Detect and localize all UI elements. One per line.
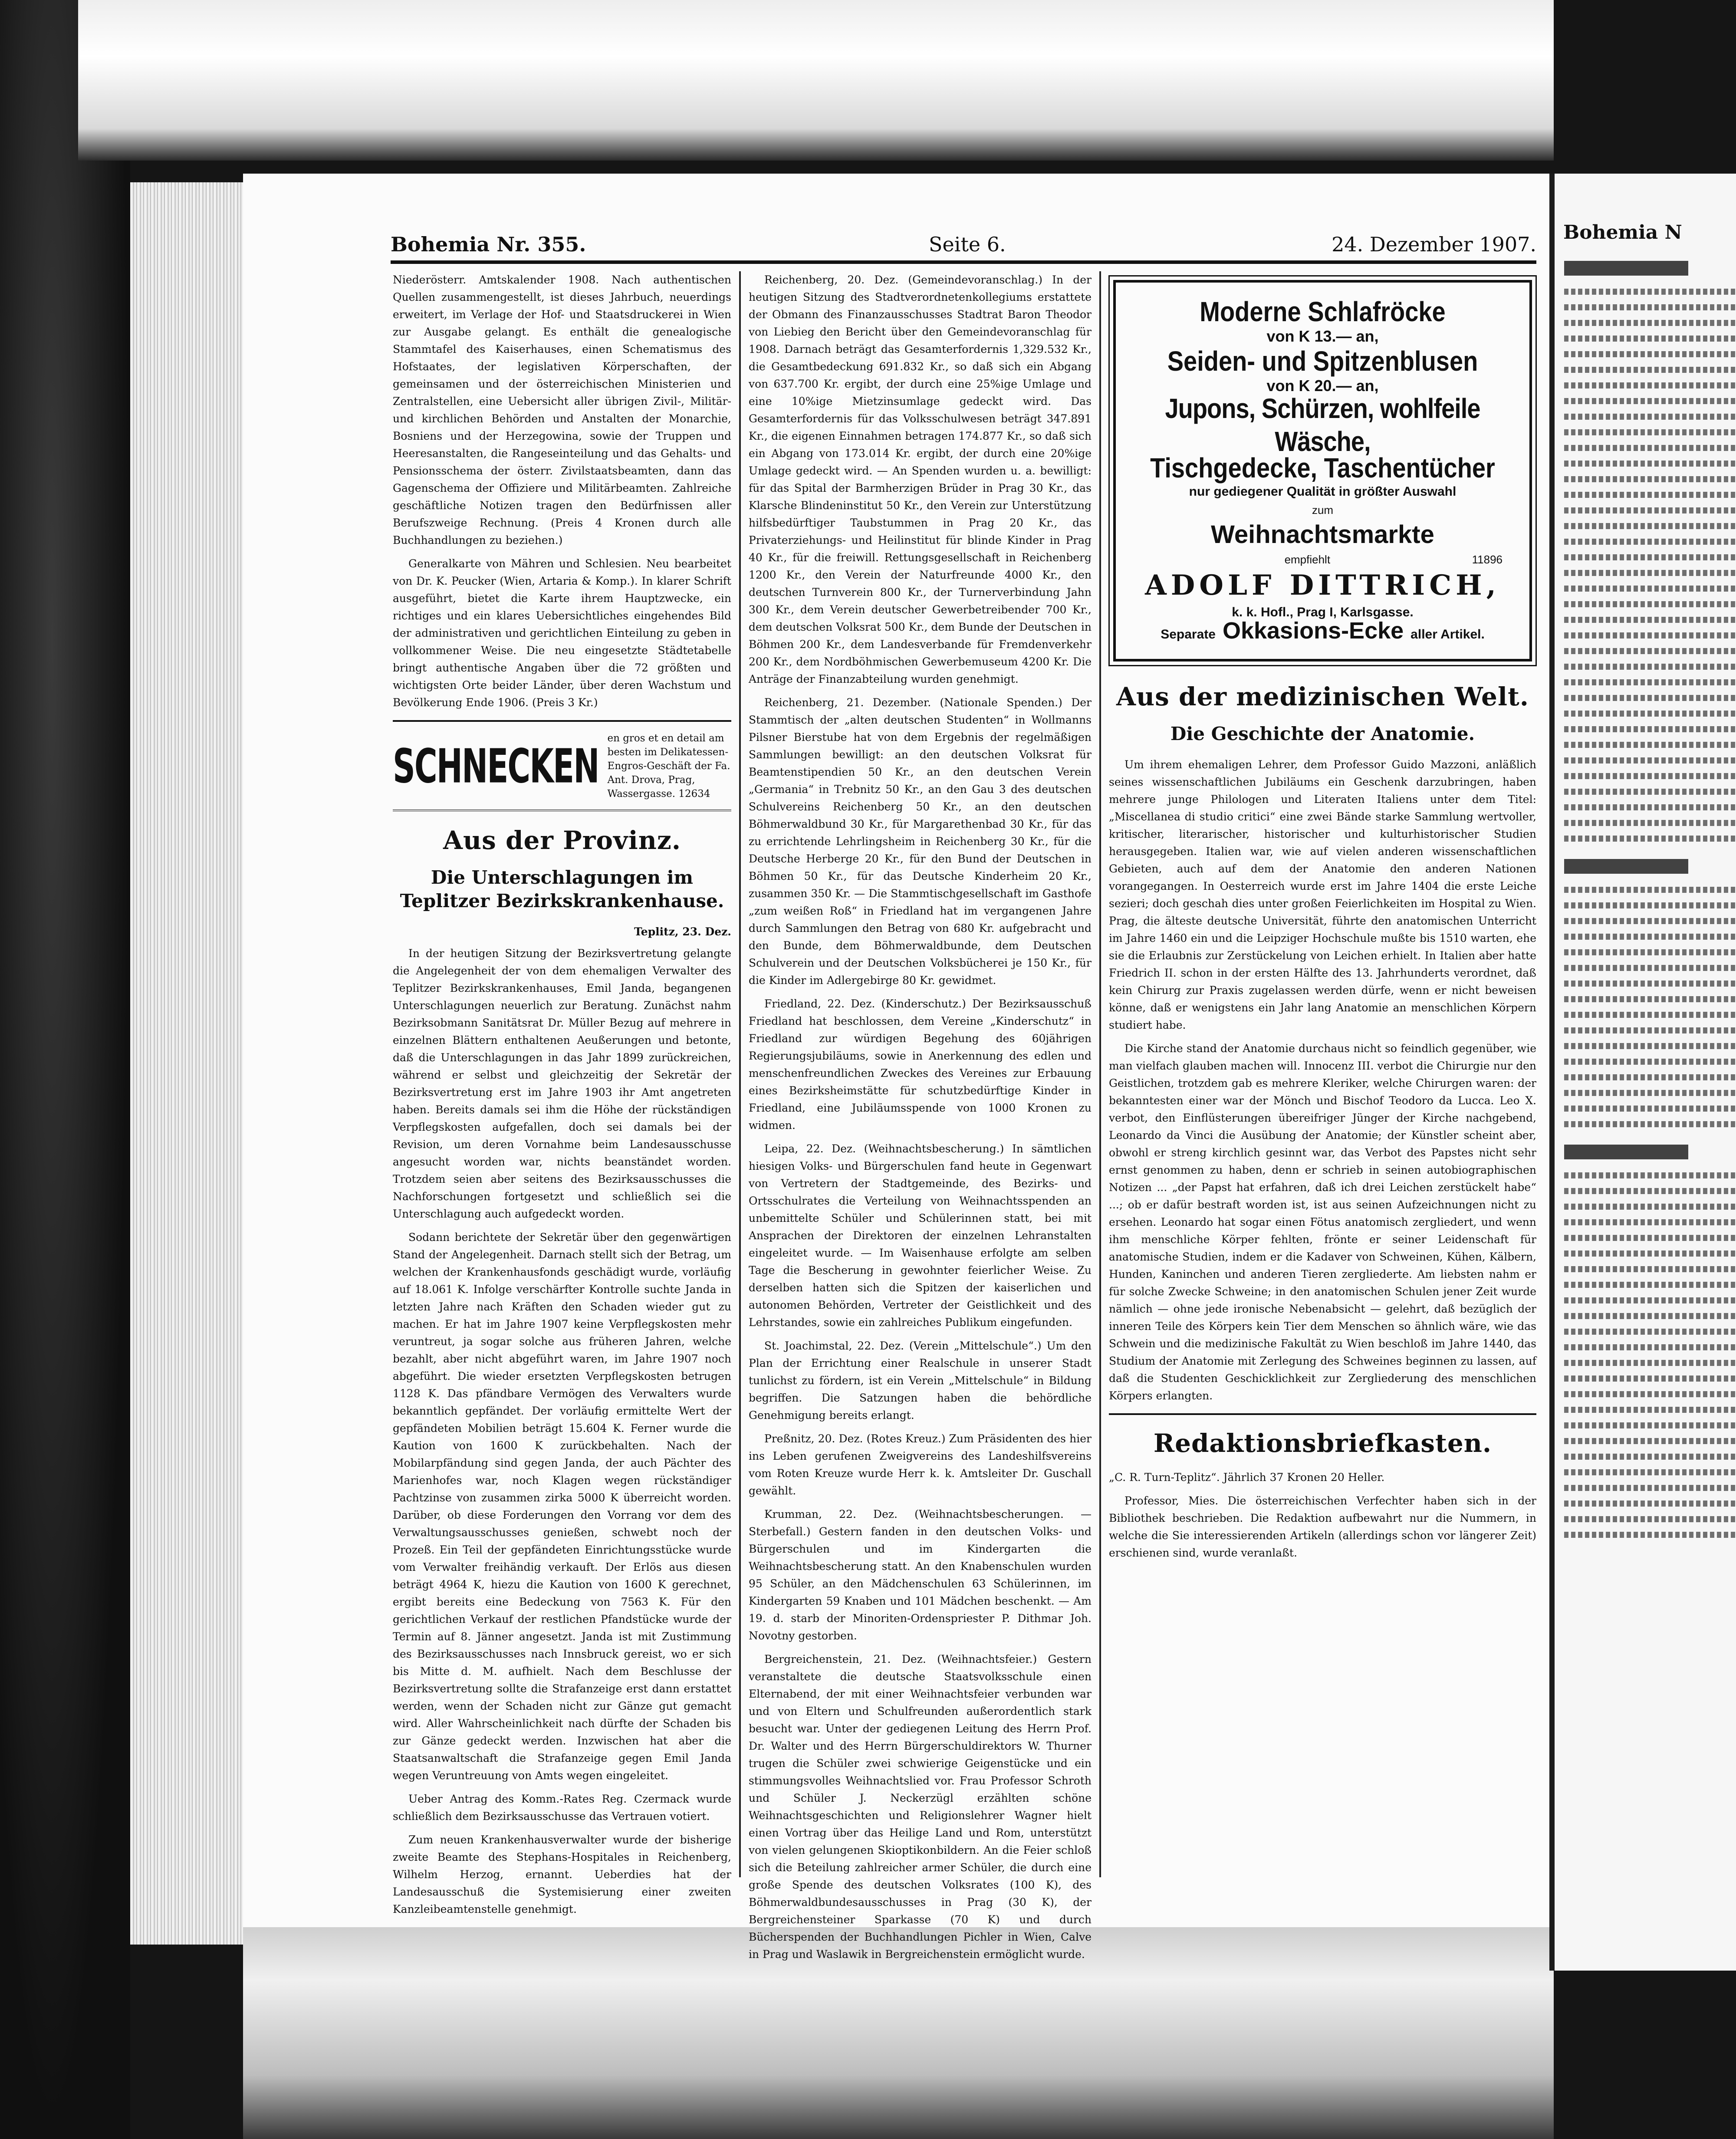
page-number: Seite 6. — [929, 233, 1006, 256]
schnecken-ad-text: en gros et en detail am besten im Delikatessen-Engros-Geschäft der Fa. Ant. Drova, Prag, Wassergasse. 12634 — [607, 733, 730, 800]
adjacent-page-header: Bohemia N — [1563, 221, 1682, 244]
book-page-edges — [130, 182, 256, 1945]
column-2 — [749, 271, 1092, 1969]
ad-line: Moderne Schlafröcke — [1200, 296, 1446, 327]
ad-line: von K 20.— an, — [1266, 377, 1379, 395]
schnecken-ad-title: SCHNECKEN — [393, 739, 599, 793]
scan-top-margin — [78, 0, 1554, 161]
article-title-unterschlagungen: Die Unterschlagungen im Teplitzer Bezirkskrankenhause. — [400, 867, 724, 912]
article-pressnitz: Preßnitz, 20. Dez. (Rotes Kreuz.) Zum Präsidenten des hier ins Leben gerufenen Zweigvereins des Landeshilfsvereins vom Roten Kreuze wurde Herr k. k. Amtsleiter Dr. Guschall gewählt. — [749, 1432, 1092, 1497]
article-reichenberg-spenden: Reichenberg, 21. Dezember. (Nationale Spenden.) Der Stammtisch der „alten deutschen Studenten“ in Wollmanns Pilsner Bierstube hat von dem Ergebnis der regelmäßigen Sammlungen bewilligt: an den deutschen Volksrat für Beamtenstipendien 50 Kr., an den deutschen Verein „Germania“ in Trebnitz 50 Kr., an den Gau 3 des deutschen Schulvereins Reichenberg 50 Kr., an den deutschen Böhmerwaldbund 30 Kr., für Margarethenbad 30 Kr., für das zu errichtende Lehrlingsheim in Reichenberg 30 Kr., für die Deutsche Herberge 20 Kr., für den Bund der Deutschen in Böhmen 50 Kr., für das Deutsche Kinderheim 20 Kr., zusammen 350 Kr. — Die Stammtischgesellschaft im Gasthofe „zum weißen Roß“ in Friedland hat im vergangenen Jahre durch Sammlungen den Betrag von 680 Kr. aufgebracht und den Bunde, dem Böhmerwaldbunde, dem Deutschen Schulverein und der Deutschen Volksbücherei je 150 Kr., für die Kinder im Adlergebirge 80 Kr. gewidmet. — [749, 696, 1092, 987]
divider — [1109, 1413, 1536, 1415]
ad-line: Tischgedecke, Taschentücher — [1150, 452, 1495, 484]
dittrich-advertisement — [1113, 280, 1532, 661]
section-title-briefkasten: Redaktionsbriefkasten. — [1153, 1428, 1492, 1458]
letter-answer: Professor, Mies. Die österreichischen Verfechter haben sich in der Bibliothek beschrieben. Die Redaktion aufbewahrt nur die Nummern, in welche die Sie interessierenden Artikeln (allerdings schon vor längerer Zeit) erschienen sind, wurde veranlaßt. — [1109, 1494, 1536, 1559]
article-paragraph: In der heutigen Sitzung der Bezirksvertretung gelangte die Angelegenheit der von dem ehemaligen Verwalter des Teplitzer Bezirkskrankenhauses, Emil Janda, begangenen Unterschlagungen neuerlich zur Beratung. Zunächst nahm Bezirksobmann Sanitätsrat Dr. Müller Bezug auf mehrere in einzelnen Blättern enthaltenen Aeußerungen und betonte, daß die Unterschlagungen in das Jahr 1899 zurückreichen, während er selbst und gleichzeitig der Sekretär der Bezirksvertretung erst im Jahre 1903 ihr Amt angetreten haben. Bereits damals sei ihm die Höhe der rückständigen Verpflegskosten aufgefallen, doch sei damals bei der Revision, um deren Vornahme beim Landesausschusse angesucht worden war, nichts beanständet worden. Trotzdem seien aber seitens des Bezirksausschusses die Nachforschungen fortgesetzt und schließlich sei die Unterschlagung auch aufgedeckt worden. — [393, 947, 731, 1220]
article-generalkarte: Generalkarte von Mähren und Schlesien. Neu bearbeitet von Dr. K. Peucker (Wien, Artaria & Komp.). In klarer Schrift ausgeführt, bietet die Karte ihrem Hauptzwecke, ein richtiges und ein klares Uebersichtliches eingehendes Bild der administrativen und gerichtlichen Einteilung zu geben in vollkommener Weise. Die neu eingesetzte Städtetabelle bringt authentische Angaben über die 72 größten und wichtigsten Orte beider Länder, über deren Wachstum und Bevölkerung Ende 1906. (Preis 3 Kr.) — [393, 557, 731, 709]
ad-line: zum — [1312, 503, 1334, 517]
column-rule-1 — [739, 271, 741, 1877]
ad-line: Seiden- und Spitzenblusen — [1167, 345, 1478, 377]
page-header — [391, 230, 1536, 264]
letter-answer: „C. R. Turn-Teplitz“. Jährlich 37 Kronen 20 Heller. — [1109, 1471, 1385, 1484]
article-paragraph: Zum neuen Krankenhausverwalter wurde der bisherige zweite Beamte des Stephans-Hospitales in Reichenberg, Wilhelm Herzog, ernannt. Ueberdies hat der Landesausschuß die Systemisierung einer zweiten Kanzleibeamtenstelle genehmigt. — [393, 1833, 731, 1915]
adjacent-page-text — [1555, 261, 1736, 1538]
article-leipa: Leipa, 22. Dez. (Weihnachtsbescherung.) In sämtlichen hiesigen Volks- und Bürgerschulen fand heute in Gegenwart von Vertretern der Stadtgemeinde, des Bezirks- und Ortsschulrates die Verteilung von Weihnachtsspenden an unbemittelte Schüler und Schülerinnen statt, bei mit Ansprachen der Direktoren der einzelnen Lehranstalten eingeleitet wurde. — Im Waisenhause erfolgte am selben Tage die Bescherung in gewohnter feierlicher Weise. Zu derselben hatten sich die Spitzen der kaiserlichen und autonomen Behörden, Vertreter der Geistlichkeit und des Lehrstandes, sowie ein zahlreiches Publikum eingefunden. — [749, 1142, 1092, 1329]
article-joachimstal: St. Joachimstal, 22. Dez. (Verein „Mittelschule“.) Um den Plan der Errichtung einer Realschule in unserer Stadt tunlichst zu fördern, ist ein Verein „Mittelschule“ in Bildung begriffen. Die Satzungen haben die behördliche Genehmigung bereits erlangt. — [749, 1339, 1092, 1422]
adjacent-page-fragment — [1549, 174, 1736, 1971]
section-title-medizin: Aus der medizinischen Welt. — [1116, 682, 1529, 711]
ad-line: Jupons, Schürzen, wohlfeile Wäsche, — [1165, 392, 1480, 457]
schnecken-advertisement — [393, 731, 731, 801]
article-friedland: Friedland, 22. Dez. (Kinderschutz.) Der Bezirksausschuß Friedland hat beschlossen, dem Vereine „Kinderschutz“ in Friedland zur würdigen Begehung des 60jährigen Regierungsjubiläums, sowie in Anerkennung des edlen und menschenfreundlichen Zweckes des Vereines zur Erbauung eines Bezirksheimstätte für schutzbedürftige Kinder in Friedland, eine Jubiläumsspende von 1000 Kronen zu widmen. — [749, 997, 1092, 1132]
article-krumman: Krumman, 22. Dez. (Weihnachtsbescherungen. — Sterbefall.) Gestern fanden in den deutschen Volks- und Bürgerschulen und im Kindergarten die Weihnachtsbescherung statt. An den Knabenschulen wurden 95 Schüler, an den Mädchenschulen 63 Schülerinnen, im Kindergarten 59 Knaben und 101 Mädchen beschenkt. — Am 19. d. starb der Minoriten-Ordenspriester P. Dithmar Joh. Novotny gestorben. — [749, 1508, 1092, 1642]
column-1 — [393, 271, 731, 1924]
ad-line: von K 13.— an, — [1266, 327, 1379, 345]
ad-firm-name: ADOLF DITTRICH, — [1145, 569, 1500, 602]
article-paragraph: Sodann berichtete der Sekretär über den gegenwärtigen Stand der Angelegenheit. Darnach stellt sich der Betrag, um welchen der Krankenhausfonds geschädigt wurde, vorläufig auf 18.061 K. Infolge verschärfter Kontrolle suchte Janda in letzten Jahre nach Kräften den Schaden wieder gut zu machen. Er hat im Jahre 1907 keine Verpflegskosten mehr veruntreut, ja sogar solche aus früheren Jahren, welche bezahlt, aber nicht abgeführt waren, im Jahre 1907 noch abgeführt. Die wieder ersetzten Verpflegskosten betrugen 1128 K. Das pfändbare Vermögen des Verwalters wurde bekanntlich gepfändet. Der vorläufig ermittelte Wert der gepfändeten Mobilien beträgt 15.604 K. Ferner wurde die Kaution von 1600 K zurückbehalten. Nach der Mobilarpfändung sind gegen Janda, der auch Pächter des Marienhofes war, noch Klagen wegen rückständiger Pachtzinse von zusammen zirka 5000 K überreicht worden. Darüber, ob diese Forderungen den Vorrang vor dem des Verwaltungsausschusses genießen, schwebt noch der Prozeß. Ein Teil der gepfändeten Einrichtungsstücke wurde vom Verwalter freihändig verkauft. Der Erlös aus diesen beträgt 4964 K, hiezu die Kaution von 1600 K gerechnet, ergibt bereits eine Bedeckung von 7563 K. Für den gerichtlichen Verkauf der restlichen Pfandstücke wurde der Termin auf 8. Jänner angesetzt. Janda ist mit Zustimmung des Bezirksausschusses nach Innsbruck gereist, wo er sich bis Mitte d. M. aufhielt. Nach dem Beschlusse der Bezirksvertretung sollte die Strafanzeige erst dann erstattet werden, wenn der Schaden nicht zur Gänze gut gemacht wird. Aller Wahrscheinlichkeit nach dürfte der Schaden bis zur Gänze gedeckt werden. Inzwischen hat aber die Staatsanwaltschaft die Strafanzeige gegen Emil Janda wegen Veruntreuung von Amts wegen eingeleitet. — [393, 1231, 731, 1782]
ad-line: Weihnachtsmarkte — [1211, 520, 1434, 549]
article-title-anatomie: Die Geschichte der Anatomie. — [1170, 723, 1475, 744]
dateline: Teplitz, 23. Dez. — [634, 925, 731, 938]
ad-row — [1125, 551, 1520, 568]
article-amtskalender: Niederösterr. Amtskalender 1908. Nach authentischen Quellen zusammengestellt, ist dieses Jahrbuch, neuerdings erweitert, im Verlage der Hof- und Staatsdruckerei in Wien zur Ausgabe gelangt. Es enthält die genealogische Stammtafel des Kaiserhauses, einen Schematismus des Hofstaates, der legislativen Körperschaften, der gemeinsamen und der österreichischen Ministerien und Zentralstellen, eine Uebersicht aller übrigen Zivil-, Militär- und kirchlichen Behörden und Anstalten der Monarchie, Bosniens und der Herzegowina, sowie der Truppen und Heeresanstalten, die Rangeseinteilung und das Gehalts- und Pensionsschema der österr. Zivilstaatsbeamten, dann das Gagenschema der Offiziere und Militärbeamten. Zahlreiche geschäftliche Notizen tragen den Bedürfnissen aller Berufszweige Rechnung. (Preis 4 Kronen durch alle Buchhandlungen zu beziehen.) — [393, 273, 731, 546]
column-rule-2 — [1099, 271, 1101, 1877]
article-reichenberg-voranschlag: Reichenberg, 20. Dez. (Gemeindevoranschlag.) In der heutigen Sitzung des Stadtverordnetenkollegiums erstattete der Obmann des Finanzausschusses Stadtrat Baron Theodor von Liebieg den Bericht über den Gemeindevoranschlag für 1908. Darnach beträgt das Gesamterfordernis 1,329.532 Kr., die Gesamtbedeckung 691.832 Kr., so daß sich ein Abgang von 637.700 Kr. ergibt, der durch eine 25%ige Umlage und eine 10%ige Mietzinsumlage gedeckt wird. Das Gesamterfordernis für das Volksschulwesen beträgt 347.891 Kr., die eigenen Einnahmen betragen 174.877 Kr., so daß sich ein Abgang von 173.014 Kr. ergibt, der durch eine 20%ige Umlage gedeckt wird. — An Spenden wurden u. a. bewilligt: für das Spital der Barmherzigen Brüder in Prag 30 Kr., das Klarsche Blindeninstitut 50 Kr., den Verein zur Unterstützung hilfsbedürftiger Taubstummen in Prag 20 Kr., das Privaterziehungs- und Heilinstitut für blinde Kinder in Prag 40 Kr., für die freiwill. Rettungsgesellschaft in Reichenberg 1200 Kr., den Verein der Naturfreunde 4000 Kr., den deutschen Turnverein 800 Kr., der Turnerverbindung Jahn 300 Kr., dem Verein deutscher Gewerbetreibender 700 Kr., dem deutschen Volksrat 500 Kr., dem Bunde der Deutschen in Böhmen 200 Kr., dem Landesverbande für Fremdenverkehr 200 Kr., dem Nordböhmischen Gewerbemuseum 4200 Kr. Die Anträge der Finanzabteilung wurden genehmigt. — [749, 273, 1092, 685]
issue-date: 24. Dezember 1907. — [1332, 233, 1536, 256]
article-bergreichenstein: Bergreichenstein, 21. Dez. (Weihnachtsfeier.) Gestern veranstaltete die deutsche Staatsvolksschule einen Elternabend, der mit einer Weihnachtsfeier verbunden war und von Eltern und Schulfreunden außerordentlich stark besucht war. Unter der gediegenen Leitung des Herrn Prof. Dr. Walter und des Herrn Bürgerschuldirektors W. Thurner trugen die Schüler zwei schwierige Geigenstücke und ein stimmungsvolles Weihnachtslied vor. Frau Professor Schroth und Schüler J. Neckerzügl erzählten schöne Weihnachtsgeschichten und Religionslehrer Wagner hielt einen Vortrag über das Heilige Land und Rom, unterstützt von vielen gelungenen Skioptikonbildern. An die Feier schloß sich die Beteilung zahlreicher armer Schüler, die durch eine große Spende des deutschen Volksrates (100 K), des Böhmerwaldbundesausschusses in Prag (30 K), der Bergreichensteiner Sparkasse (70 K) und durch Bücherspenden der Buchhandlungen Pichler in Wien, Calve in Prag und Waslawik in Bergreichenstein ermöglicht wurde. — [749, 1653, 1092, 1961]
ad-bottom-line: Separate Okkasions-Ecke aller Artikel. — [1161, 618, 1485, 644]
article-paragraph: Die Kirche stand der Anatomie durchaus nicht so feindlich gegenüber, wie man vielfach glauben machen will. Innocenz III. verbot die Chirurgie nur den Geistlichen, trotzdem gab es mehrere Kleriker, welche Chirurgen waren: der bekanntesten einer war der Mönch und Bischof Teodoro da Lucca. Leo X. verbot, den Einflüsterungen übereifriger Jünger der Kirche nachgebend, Leonardo da Vinci die Ausübung der Anatomie; der Künstler scheint aber, obwohl er streng kirchlich gesinnt war, das Verbot des Papstes nicht sehr ernst genommen zu haben, denn er schrieb in seinen autobiographischen Notizen ... „der Papst hat erfahren, daß ich drei Leichen zerstückelt habe“ ...; ob er dafür bestraft worden ist, ist aus seinen Aufzeichnungen nicht zu ersehen. Leonardo hat sogar einen Fötus anatomisch zergliedert, und wenn ihm menschliche Körper fehlten, frönte er seiner Leidenschaft für anatomische Studien, indem er die Kadaver von Schweinen, Kühen, Kälbern, Hunden, Kaninchen und anderen Tieren zergliederte. Am liebsten nahm er für solche Zwecke Schweine; in den anatomischen Schulen jener Zeit wurde nämlich — ohne jede ironische Nebenabsicht — gelehrt, daß bezüglich der inneren Teile des Körpers kein Tier dem Menschen so ähnlich wäre, wie das Schwein und die medizinische Fakultät zu Wien beschloß im Jahre 1440, das Studium der Anatomie mit Zerlegung des Schweines beginnen zu lassen, auf daß die Studenten Geschicklichkeit zur Zergliederung des menschlichen Körpers erlangten. — [1109, 1042, 1536, 1402]
newspaper-page — [243, 174, 1549, 1961]
column-3 — [1109, 271, 1536, 1568]
ad-address: k. k. Hofl., Prag I, Karlsgasse. — [1232, 605, 1414, 619]
article-paragraph: Um ihrem ehemaligen Lehrer, dem Professor Guido Mazzoni, anläßlich seines wissenschaftlichen Jubiläums ein Geschenk darzubringen, haben mehrere junge Philologen und Literaten Italiens unter dem Titel: „Miscellanea di studio critici“ eine zwei Bände starke Sammlung wertvoller, kritischer, literarischer, historischer und kulturhistorischer Studien herausgegeben. Italien war, wie auf vielen anderen wissenschaftlichen Gebieten, auch auf dem der Anatomie den anderen Nationen vorangegangen. In Oesterreich wurde erst im Jahre 1404 die erste Leiche sezieri; doch geschah dies unter großen Feierlichkeiten im Hospital zu Wien. Prag, die älteste deutsche Universität, führte den anatomischen Unterricht im Jahre 1460 ein und die Leipziger Hochschule mußte bis 1510 warten, ehe sie die Erlaubnis zur Zerstückelung von Leichen erhielt. In Italien aber hatte Friedrich II. schon in der ersten Hälfte des 13. Jahrhunderts verordnet, daß kein Chirurg zur Praxis zugelassen werden dürfe, wenn er nicht beweisen könne, daß er wenigstens ein Jahr lang Anatomie an menschlichen Körpern studiert habe. — [1109, 758, 1536, 1031]
scan-left-margin — [0, 0, 130, 2139]
ad-line: empfiehlt — [1284, 553, 1331, 566]
divider — [393, 720, 731, 722]
article-paragraph: Ueber Antrag des Komm.-Rates Reg. Czermack wurde schließlich dem Bezirksausschusse das Vertrauen votiert. — [393, 1793, 731, 1823]
newspaper-name-issue: Bohemia Nr. 355. — [391, 233, 586, 256]
section-title-provinz: Aus der Provinz. — [443, 826, 681, 855]
ad-line: nur gediegener Qualität in größter Auswahl — [1189, 484, 1457, 499]
divider — [393, 810, 731, 812]
ad-number: 11896 — [1472, 553, 1503, 566]
